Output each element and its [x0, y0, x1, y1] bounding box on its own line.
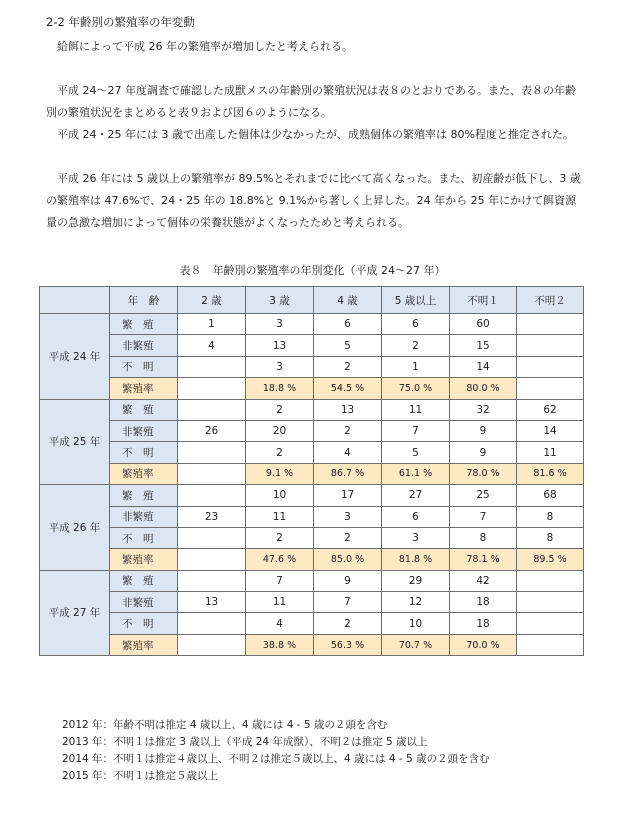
table-row	[40, 442, 584, 463]
count-cell: 13	[178, 592, 246, 613]
rate-cell: 70.0 %	[450, 634, 517, 655]
rate-label-cell: 繁殖率	[110, 634, 178, 655]
rate-cell	[178, 463, 246, 484]
count-cell: 1	[178, 314, 246, 335]
count-cell	[517, 356, 584, 377]
table-row	[40, 592, 584, 613]
rate-cell: 54.5 %	[314, 378, 382, 399]
count-cell: 13	[314, 399, 382, 420]
count-cell: 2	[382, 335, 450, 356]
count-cell: 10	[246, 485, 314, 506]
table-row	[40, 613, 584, 634]
count-cell: 9	[450, 442, 517, 463]
row-label-cell: 不 明	[110, 442, 178, 463]
count-cell: 60	[450, 314, 517, 335]
table-row	[40, 527, 584, 548]
count-cell: 5	[382, 442, 450, 463]
count-cell: 3	[382, 527, 450, 548]
rate-cell: 56.3 %	[314, 634, 382, 655]
rate-cell: 38.8 %	[246, 634, 314, 655]
table-row	[40, 485, 584, 506]
table-row	[40, 356, 584, 377]
count-cell: 2	[314, 420, 382, 441]
rate-cell: 18.8 %	[246, 378, 314, 399]
table-caption: 表８ 年齢別の繁殖率の年別変化（平成 24～27 年）	[179, 264, 446, 277]
table-row	[40, 399, 584, 420]
rate-label-cell: 繁殖率	[110, 549, 178, 570]
header-corner	[40, 287, 110, 314]
count-cell: 2	[246, 399, 314, 420]
count-cell: 8	[517, 527, 584, 548]
count-cell: 2	[314, 356, 382, 377]
count-cell: 3	[314, 506, 382, 527]
note-line: 2015 年：不明１は推定５歳以上	[62, 770, 219, 782]
count-cell: 11	[517, 442, 584, 463]
count-cell: 32	[450, 399, 517, 420]
count-cell: 7	[314, 592, 382, 613]
rate-cell	[517, 634, 584, 655]
count-cell: 9	[450, 420, 517, 441]
section-heading: 2-2 年齢別の繁殖率の年変動	[46, 15, 195, 29]
count-cell	[178, 527, 246, 548]
count-cell	[517, 335, 584, 356]
count-cell	[178, 485, 246, 506]
count-cell	[178, 399, 246, 420]
header-cell: 4 歳	[314, 287, 382, 314]
count-cell: 2	[246, 527, 314, 548]
table-notes	[62, 717, 490, 785]
body-paragraph-3: 平成 26 年には 5 歳以上の繁殖率が 89.5%とそれまでに比べて高くなった。また、初産齢が低下し、3 歳の繁殖率は 47.6%で、24・25 年の 18.8%と 9.1%から著しく上昇した。24 年から 25 年にかけて餌資源量の急激な増加によって個体の栄養状態がよくなったためと考えられる。	[46, 172, 581, 229]
count-cell: 26	[178, 420, 246, 441]
count-cell: 8	[517, 506, 584, 527]
note-line: 2013 年：不明１は推定 3 歳以上（平成 24 年成獣）、不明２は推定 5 歳以上	[62, 736, 428, 748]
header-cell: 年 齢	[110, 287, 178, 314]
count-cell	[517, 613, 584, 634]
year-cell: 平成 25 年	[40, 399, 110, 485]
rate-cell: 70.7 %	[382, 634, 450, 655]
header-cell: 5 歳以上	[382, 287, 450, 314]
count-cell: 2	[314, 613, 382, 634]
count-cell: 10	[382, 613, 450, 634]
count-cell: 62	[517, 399, 584, 420]
count-cell: 68	[517, 485, 584, 506]
table-row	[40, 314, 584, 335]
count-cell: 14	[517, 420, 584, 441]
rate-cell: 47.6 %	[246, 549, 314, 570]
count-cell: 2	[246, 442, 314, 463]
count-cell: 11	[382, 399, 450, 420]
table-row	[40, 378, 584, 399]
table-row	[40, 634, 584, 655]
count-cell: 8	[450, 527, 517, 548]
count-cell: 4	[314, 442, 382, 463]
body-paragraph-1: 平成 24～27 年度調査で確認した成獣メスの年齢別の繁殖状況は表８のとおりである。また、表８の年齢別の繁殖状況をまとめると表９および図６のようになる。	[46, 84, 576, 119]
table-row	[40, 570, 584, 591]
count-cell: 9	[314, 570, 382, 591]
count-cell: 23	[178, 506, 246, 527]
count-cell	[517, 570, 584, 591]
count-cell: 42	[450, 570, 517, 591]
count-cell: 7	[382, 420, 450, 441]
row-label-cell: 非繁殖	[110, 592, 178, 613]
count-cell: 7	[450, 506, 517, 527]
row-label-cell: 非繁殖	[110, 335, 178, 356]
body-paragraph-2: 平成 24・25 年には 3 歳で出産した個体は少なかったが、成熟個体の繁殖率は 80%程度と推定された。	[57, 128, 574, 141]
count-cell: 12	[382, 592, 450, 613]
rate-cell: 78.1 %	[450, 549, 517, 570]
rate-cell	[178, 378, 246, 399]
count-cell: 18	[450, 592, 517, 613]
count-cell: 11	[246, 506, 314, 527]
row-label-cell: 不 明	[110, 613, 178, 634]
table-row	[40, 506, 584, 527]
rate-label-cell: 繁殖率	[110, 378, 178, 399]
table-row	[40, 420, 584, 441]
count-cell: 4	[246, 613, 314, 634]
count-cell: 7	[246, 570, 314, 591]
header-cell: 2 歳	[178, 287, 246, 314]
rate-cell: 80.0 %	[450, 378, 517, 399]
rate-cell	[178, 634, 246, 655]
count-cell: 25	[450, 485, 517, 506]
table-row	[40, 335, 584, 356]
year-cell: 平成 27 年	[40, 570, 110, 656]
rate-cell: 81.8 %	[382, 549, 450, 570]
count-cell	[178, 613, 246, 634]
count-cell	[517, 592, 584, 613]
table-row	[40, 463, 584, 484]
count-cell: 20	[246, 420, 314, 441]
rate-cell	[178, 549, 246, 570]
row-label-cell: 繁 殖	[110, 399, 178, 420]
count-cell: 5	[314, 335, 382, 356]
year-cell: 平成 26 年	[40, 485, 110, 571]
breeding-rate-table	[39, 286, 584, 656]
count-cell: 6	[382, 314, 450, 335]
count-cell: 6	[382, 506, 450, 527]
count-cell: 3	[246, 314, 314, 335]
rate-cell: 61.1 %	[382, 463, 450, 484]
table-header-row	[40, 287, 584, 314]
year-cell: 平成 24 年	[40, 314, 110, 400]
count-cell: 18	[450, 613, 517, 634]
row-label-cell: 繁 殖	[110, 485, 178, 506]
row-label-cell: 不 明	[110, 527, 178, 548]
rate-cell: 75.0 %	[382, 378, 450, 399]
count-cell: 17	[314, 485, 382, 506]
header-cell: 不明２	[517, 287, 584, 314]
rate-cell: 81.6 %	[517, 463, 584, 484]
rate-cell: 86.7 %	[314, 463, 382, 484]
summary-paragraph: 給餌によって平成 26 年の繁殖率が増加したと考えられる。	[57, 40, 353, 53]
header-cell: 不明１	[450, 287, 517, 314]
count-cell: 2	[314, 527, 382, 548]
rate-label-cell: 繁殖率	[110, 463, 178, 484]
header-cell: 3 歳	[246, 287, 314, 314]
row-label-cell: 繁 殖	[110, 314, 178, 335]
count-cell	[178, 442, 246, 463]
count-cell: 3	[246, 356, 314, 377]
table-row	[40, 549, 584, 570]
rate-cell: 9.1 %	[246, 463, 314, 484]
count-cell: 6	[314, 314, 382, 335]
rate-cell	[517, 378, 584, 399]
count-cell: 14	[450, 356, 517, 377]
row-label-cell: 非繁殖	[110, 420, 178, 441]
row-label-cell: 不 明	[110, 356, 178, 377]
count-cell: 13	[246, 335, 314, 356]
count-cell: 1	[382, 356, 450, 377]
count-cell: 27	[382, 485, 450, 506]
rate-cell: 89.5 %	[517, 549, 584, 570]
count-cell	[178, 356, 246, 377]
note-line: 2014 年：不明１は推定４歳以上、不明２は推定５歳以上、4 歳には 4 - 5 歳の２頭を含む	[62, 753, 490, 765]
note-line: 2012 年：年齢不明は推定 4 歳以上、4 歳には 4 - 5 歳の２頭を含む	[62, 719, 388, 731]
count-cell: 29	[382, 570, 450, 591]
row-label-cell: 繁 殖	[110, 570, 178, 591]
count-cell: 11	[246, 592, 314, 613]
row-label-cell: 非繁殖	[110, 506, 178, 527]
rate-cell: 85.0 %	[314, 549, 382, 570]
rate-cell: 78.0 %	[450, 463, 517, 484]
count-cell: 15	[450, 335, 517, 356]
count-cell	[517, 314, 584, 335]
count-cell: 4	[178, 335, 246, 356]
count-cell	[178, 570, 246, 591]
